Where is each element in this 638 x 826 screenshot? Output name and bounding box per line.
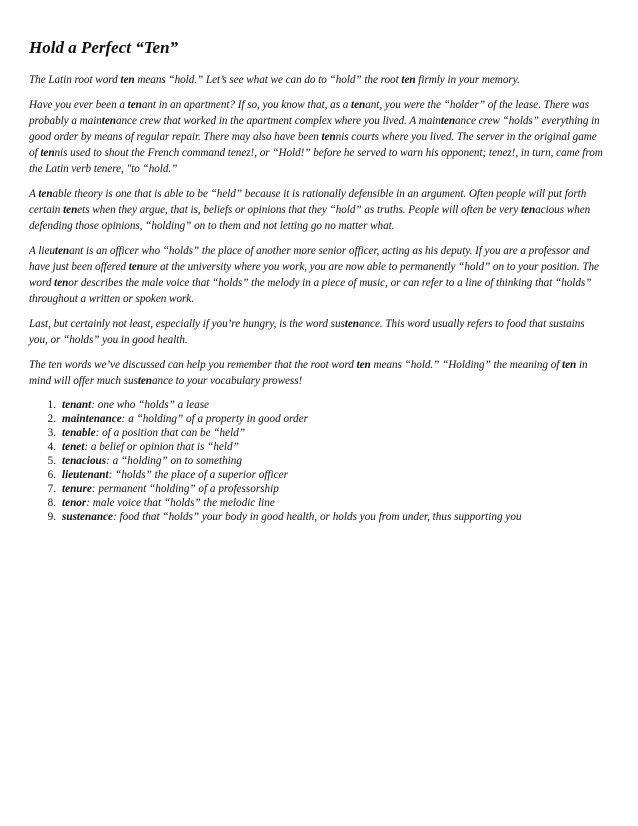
vocab-definition: : of a position that can be “held” bbox=[95, 427, 246, 439]
list-number: 8. bbox=[47, 497, 56, 509]
root-highlight: ten bbox=[401, 74, 416, 86]
text-run: ance to your vocabulary prowess! bbox=[151, 375, 303, 387]
paragraph bbox=[29, 97, 606, 177]
vocab-term: tenable bbox=[62, 427, 96, 439]
list-number: 6. bbox=[47, 469, 56, 481]
list-text bbox=[62, 454, 606, 468]
list-item bbox=[29, 454, 606, 468]
text-run: firmly in your memory. bbox=[415, 74, 520, 86]
vocab-term: lieutenant bbox=[62, 469, 109, 481]
root-highlight: ten bbox=[562, 359, 577, 371]
text-run: means “hold.” Let’s see what we can do to “hold” the root bbox=[134, 74, 402, 86]
vocab-definition: : a belief or opinion that is “held” bbox=[84, 441, 239, 453]
vocab-definition: : one who “holds” a lease bbox=[91, 399, 210, 411]
list-item bbox=[29, 468, 606, 482]
root-highlight: ten bbox=[54, 277, 69, 289]
vocab-term: sustenance bbox=[62, 511, 113, 523]
root-highlight: ten bbox=[321, 131, 336, 143]
vocab-term: tenet bbox=[62, 441, 85, 453]
vocabulary-list bbox=[29, 398, 606, 524]
vocab-term: maintenance bbox=[62, 413, 122, 425]
vocab-definition: : a “holding” of a property in good order bbox=[121, 413, 308, 425]
paragraph bbox=[29, 316, 606, 348]
text-run: ant, you were the “holder” of the lease. There was probably a main bbox=[29, 99, 590, 127]
root-highlight: ten bbox=[54, 245, 70, 257]
root-highlight: ten bbox=[137, 375, 152, 387]
text-run: ance crew that worked in the apartment complex where you lived. A main bbox=[115, 115, 441, 127]
list-text bbox=[62, 496, 606, 510]
paragraph bbox=[29, 72, 606, 88]
vocab-term: tenacious bbox=[62, 455, 107, 467]
text-run: ets when they argue, that is, beliefs or opinions that they “hold” as truths. People will often be very bbox=[77, 204, 521, 216]
text-run: acious when defending those opinions, “holding” on to them and not letting go no matter what. bbox=[29, 204, 591, 232]
root-highlight: ten bbox=[344, 318, 359, 330]
text-run: A bbox=[29, 188, 39, 200]
list-number: 2. bbox=[47, 413, 56, 425]
text-run: ance. This word usually refers to food that sustains you, or “holds” you in good health. bbox=[29, 318, 585, 346]
text-run: in mind will offer much sus bbox=[29, 359, 588, 387]
list-item bbox=[29, 482, 606, 496]
list-text bbox=[62, 468, 606, 482]
list-number: 1. bbox=[47, 399, 56, 411]
list-item bbox=[29, 440, 606, 454]
paragraph bbox=[29, 243, 606, 307]
text-run: ant is an officer who “holds” the place of another more senior officer, acting as his deputy. If you are a professor and have just been offered bbox=[29, 245, 590, 273]
text-run: ure at the university where you work, you are now able to permanently “hold” on to your position. The word bbox=[29, 261, 599, 289]
root-highlight: ten bbox=[520, 204, 536, 216]
text-run: nis courts where you lived. The server in the original game of bbox=[29, 131, 597, 159]
paragraph bbox=[29, 357, 606, 389]
root-highlight: ten bbox=[40, 147, 55, 159]
vocab-definition: : food that “holds” your body in good health, or holds you from under, thus supporting you bbox=[112, 511, 522, 523]
text-run: nis used to shout the French command tenez!, or “Hold!” before he served to warn his opponent; tenez!, in turn, came from the Latin verb tenere, "to “hold.” bbox=[29, 147, 603, 175]
text-run: ant in an apartment? If so, you know that, as a bbox=[141, 99, 352, 111]
root-highlight: ten bbox=[356, 359, 371, 371]
list-text bbox=[62, 426, 606, 440]
list-number: 9. bbox=[47, 511, 56, 523]
list-item bbox=[29, 398, 606, 412]
root-highlight: ten bbox=[101, 115, 116, 127]
list-item bbox=[29, 426, 606, 440]
text-run: able theory is one that is able to be “held” because it is rationally defensible in an argument. Often people will put forth certain bbox=[29, 188, 587, 216]
page-title: Hold a Perfect “Ten” bbox=[29, 38, 179, 57]
list-number: 7. bbox=[47, 483, 56, 495]
list-text bbox=[62, 482, 606, 496]
list-text bbox=[62, 412, 606, 426]
text-run: means “hold.” “Holding” the meaning of bbox=[370, 359, 563, 371]
list-item bbox=[29, 412, 606, 426]
list-number: 3. bbox=[47, 427, 56, 439]
text-run: or describes the male voice that “holds” the melody in a piece of music, or can refer to a line of thinking that “holds” throughout a written or spoken work. bbox=[29, 277, 592, 305]
text-run: The Latin root word bbox=[29, 74, 121, 86]
body-text bbox=[29, 72, 606, 389]
text-run: ance crew “holds” everything in good order by means of regular repair. There may also have been bbox=[29, 115, 600, 143]
vocab-term: tenure bbox=[62, 483, 92, 495]
vocab-definition: : permanent “holding” of a professorship bbox=[91, 483, 279, 495]
text-run: Have you ever been a bbox=[29, 99, 128, 111]
root-highlight: ten bbox=[440, 115, 456, 127]
list-item bbox=[29, 496, 606, 510]
vocab-term: tenor bbox=[62, 497, 87, 509]
vocab-definition: : a “holding” on to something bbox=[106, 455, 242, 467]
list-text bbox=[62, 510, 606, 524]
list-number: 5. bbox=[47, 455, 56, 467]
list-number: 4. bbox=[47, 441, 56, 453]
list-item bbox=[29, 510, 606, 524]
list-text bbox=[62, 440, 606, 454]
text-run: The ten words we’ve discussed can help you remember that the root word bbox=[29, 359, 357, 371]
root-highlight: ten bbox=[128, 261, 143, 273]
list-text bbox=[62, 398, 606, 412]
vocab-term: tenant bbox=[62, 399, 92, 411]
vocab-definition: : male voice that “holds” the melodic line bbox=[86, 497, 275, 509]
vocab-definition: : “holds” the place of a superior officer bbox=[108, 469, 288, 481]
root-highlight: ten bbox=[38, 188, 53, 200]
root-highlight: ten bbox=[127, 99, 142, 111]
paragraph bbox=[29, 186, 606, 234]
root-highlight: ten bbox=[120, 74, 135, 86]
root-highlight: ten bbox=[63, 204, 78, 216]
text-run: A lieu bbox=[29, 245, 55, 257]
root-highlight: ten bbox=[351, 99, 366, 111]
text-run: Last, but certainly not least, especially if you’re hungry, is the word sus bbox=[29, 318, 345, 330]
